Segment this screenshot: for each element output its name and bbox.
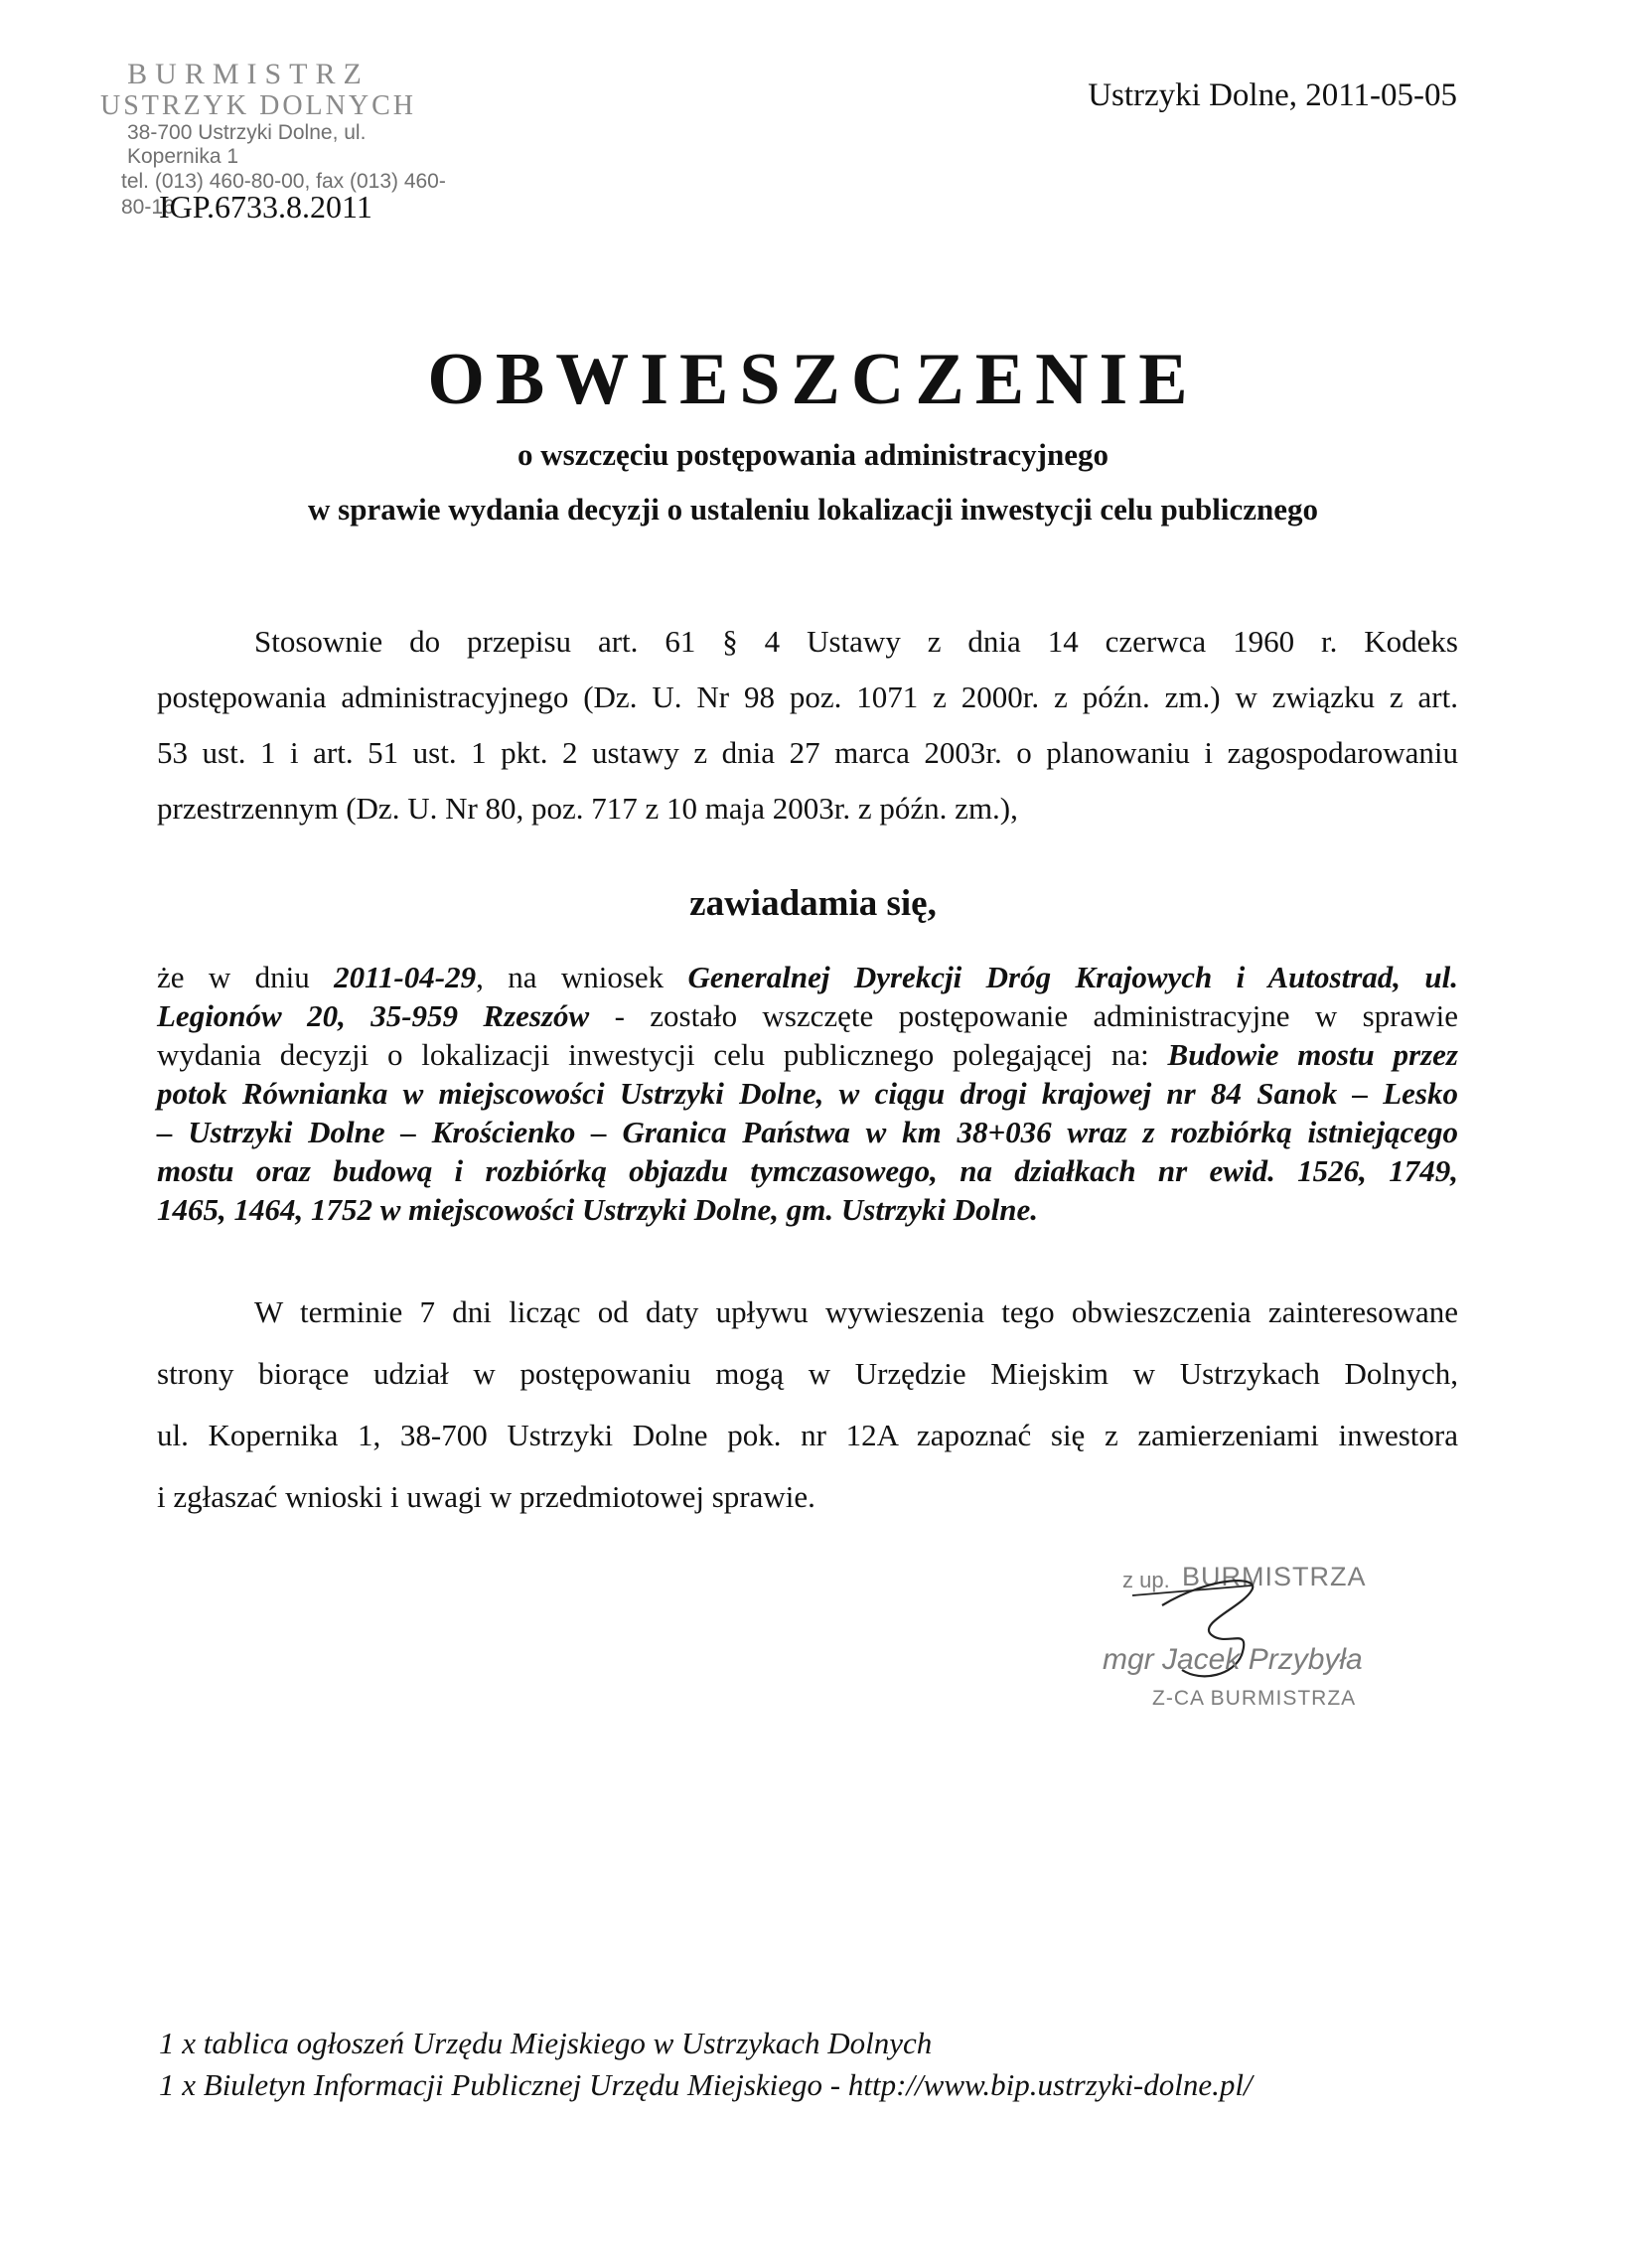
- investment-description-line: 1465, 1464, 1752 w miejscowości Ustrzyki Dolne, gm. Ustrzyki Dolne.: [157, 1192, 1038, 1227]
- applicant-address: Legionów 20, 35-959 Rzeszów: [157, 998, 590, 1033]
- body-line: [157, 958, 1458, 996]
- document-title: OBWIESZCZENIE: [427, 339, 1199, 420]
- start-date: 2011-04-29: [334, 960, 477, 994]
- signatory-role: Z-CA BURMISTRZA: [1152, 1687, 1357, 1710]
- deadline-line: strony biorące udział w postępowaniu mogą w Urzędzie Miejskim w Ustrzykach Dolnych,: [157, 1356, 1458, 1391]
- deadline-paragraph: [157, 1282, 1458, 1528]
- notice-body-paragraph: [157, 958, 1458, 1229]
- body-text: że w dniu: [157, 960, 335, 994]
- legal-basis-line: postępowania administracyjnego (Dz. U. Nr 98 poz. 1071 z 2000r. z późn. zm.) w związku z art.: [157, 680, 1458, 714]
- body-line: [157, 996, 1458, 1035]
- body-line: [157, 1035, 1458, 1074]
- legal-basis-line: przestrzennym (Dz. U. Nr 80, poz. 717 z 10 maja 2003r. z późn. zm.),: [157, 791, 1018, 826]
- signature-prefix: z up.: [1122, 1568, 1170, 1592]
- investment-description-line: mostu oraz budową i rozbiórką objazdu tymczasowego, na działkach nr ewid. 1526, 1749,: [157, 1153, 1458, 1188]
- deadline-line: i zgłaszać wnioski i uwagi w przedmiotowej sprawie.: [157, 1479, 815, 1514]
- stamp-line-2: USTRZYK DOLNYCH: [100, 90, 416, 121]
- body-text: wydania decyzji o lokalizacji inwestycji celu publicznego polegającej na:: [157, 1037, 1168, 1072]
- deadline-line: ul. Kopernika 1, 38-700 Ustrzyki Dolne pok. nr 12A zapoznać się z zamierzeniami inwestora: [157, 1418, 1458, 1452]
- distribution-item: 1 x tablica ogłoszeń Urzędu Miejskiego w Ustrzykach Dolnych: [159, 2026, 933, 2060]
- subtitle-line-1: o wszczęciu postępowania administracyjnego: [517, 437, 1109, 472]
- stamp-address: 38-700 Ustrzyki Dolne, ul. Kopernika 1: [127, 121, 367, 168]
- announcement-heading: zawiadamia się,: [689, 883, 937, 924]
- signature-stamp: [1103, 1556, 1420, 1725]
- investment-description-line: potok Równianka w miejscowości Ustrzyki Dolne, w ciągu drogi krajowej nr 84 Sanok – Lesko: [157, 1076, 1458, 1111]
- stamp-line-1: BURMISTRZ: [127, 58, 370, 90]
- body-text: , na wniosek: [476, 960, 688, 994]
- distribution-item: 1 x Biuletyn Informacji Publicznej Urzędu Miejskiego - http://www.bip.ustrzyki-dolne.pl/: [159, 2067, 1253, 2102]
- investment-description-line: – Ustrzyki Dolne – Krościenko – Granica Państwa w km 38+036 wraz z rozbiórką istniejącego: [157, 1115, 1458, 1149]
- place-date: Ustrzyki Dolne, 2011-05-05: [1088, 77, 1457, 113]
- deadline-line: W terminie 7 dni licząc od daty upływu wywieszenia tego obwieszczenia zainteresowane: [254, 1294, 1458, 1329]
- stamp-phone: tel. (013) 460-80-00, fax (013) 460-80-16: [121, 170, 446, 219]
- legal-basis-line: 53 ust. 1 i art. 51 ust. 1 pkt. 2 ustawy z dnia 27 marca 2003r. o planowaniu i zagospodarowaniu: [157, 735, 1458, 770]
- signature-office: BURMISTRZA: [1182, 1562, 1367, 1591]
- body-text: - zostało wszczęte postępowanie administracyjne w sprawie: [589, 998, 1458, 1033]
- signatory-name: mgr Jacek Przybyła: [1103, 1643, 1363, 1676]
- legal-basis-line: Stosownie do przepisu art. 61 § 4 Ustawy z dnia 14 czerwca 1960 r. Kodeks: [254, 624, 1458, 659]
- legal-basis-paragraph: [157, 614, 1458, 836]
- distribution-list: [159, 2023, 1253, 2106]
- reference-number: IGP.6733.8.2011: [159, 189, 372, 225]
- applicant-name: Generalnej Dyrekcji Dróg Krajowych i Autostrad, ul.: [687, 960, 1458, 994]
- subtitle-line-2: w sprawie wydania decyzji o ustaleniu lokalizacji inwestycji celu publicznego: [308, 492, 1318, 527]
- investment-description: Budowie mostu przez: [1167, 1037, 1458, 1072]
